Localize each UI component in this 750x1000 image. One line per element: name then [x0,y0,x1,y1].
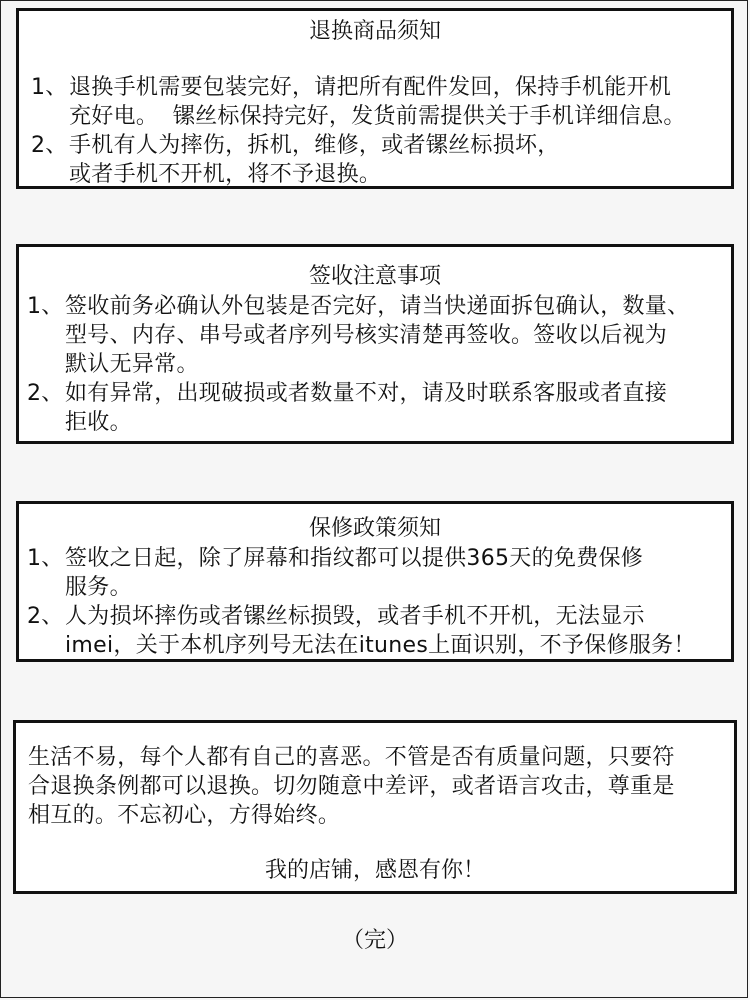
item-line: 签收前务必确认外包装是否完好，请当快递面拆包确认，数量、 [65,294,690,319]
closing-line: 相互的。不忘初心，方得始终。 [28,803,341,828]
item-number: 2、 [27,604,64,629]
item-line: 型号、内存、串号或者序列号核实清楚再签收。签收以后视为 [65,323,668,348]
item-line: 或者手机不开机，将不予退换。 [69,162,382,187]
receiving-notes-title: 签收注意事项 [308,264,441,289]
return-policy-item-2 [31,131,731,189]
item-line: 拒收。 [65,410,132,435]
item-number: 1、 [27,294,64,319]
item-line: 人为损坏摔伤或者镙丝标损毁，或者手机不开机，无法显示 [65,604,645,629]
item-line: 如有异常，出现破损或者数量不对，请及时联系客服或者直接 [65,381,668,406]
item-number: 2、 [31,133,68,158]
warranty-box [16,501,734,662]
receiving-notes-list [19,292,731,437]
receiving-notes-item-1 [27,292,731,379]
end-mark: （完） [341,928,408,953]
item-line: 手机有人为摔伤，拆机，维修，或者镙丝标损坏， [69,133,560,158]
item-line: 退换手机需要包装完好，请把所有配件发回，保持手机能开机 [69,75,672,100]
item-line: 默认无异常。 [65,352,199,377]
closing-line: 合退换条例都可以退换。切勿随意中差评，或者语言攻击，尊重是 [28,774,675,799]
warranty-title: 保修政策须知 [308,516,441,541]
warranty-list [19,544,731,660]
receiving-notes-item-2 [27,379,731,437]
closing-paragraph [16,743,734,830]
return-policy-list [19,73,731,189]
closing-thanks: 我的店铺，感恩有你！ [264,858,485,883]
item-number: 1、 [31,75,68,100]
closing-box [13,720,737,894]
return-policy-box [16,8,734,189]
item-number: 1、 [27,546,64,571]
item-line: 充好电。 镙丝标保持完好，发货前需提供关于手机详细信息。 [69,104,686,129]
receiving-notes-box [16,244,734,444]
closing-line: 生活不易，每个人都有自己的喜恶。不管是否有质量问题，只要符 [28,745,675,770]
item-line: 签收之日起，除了屏幕和指纹都可以提供365天的免费保修 [65,546,644,571]
return-policy-item-1 [31,73,731,131]
return-policy-title: 退换商品须知 [308,19,441,44]
item-number: 2、 [27,381,64,406]
item-line: 服务。 [65,575,132,600]
warranty-item-1 [27,544,731,602]
item-line: imei，关于本机序列号无法在itunes上面识别，不予保修服务！ [65,633,696,658]
warranty-item-2 [27,602,731,660]
